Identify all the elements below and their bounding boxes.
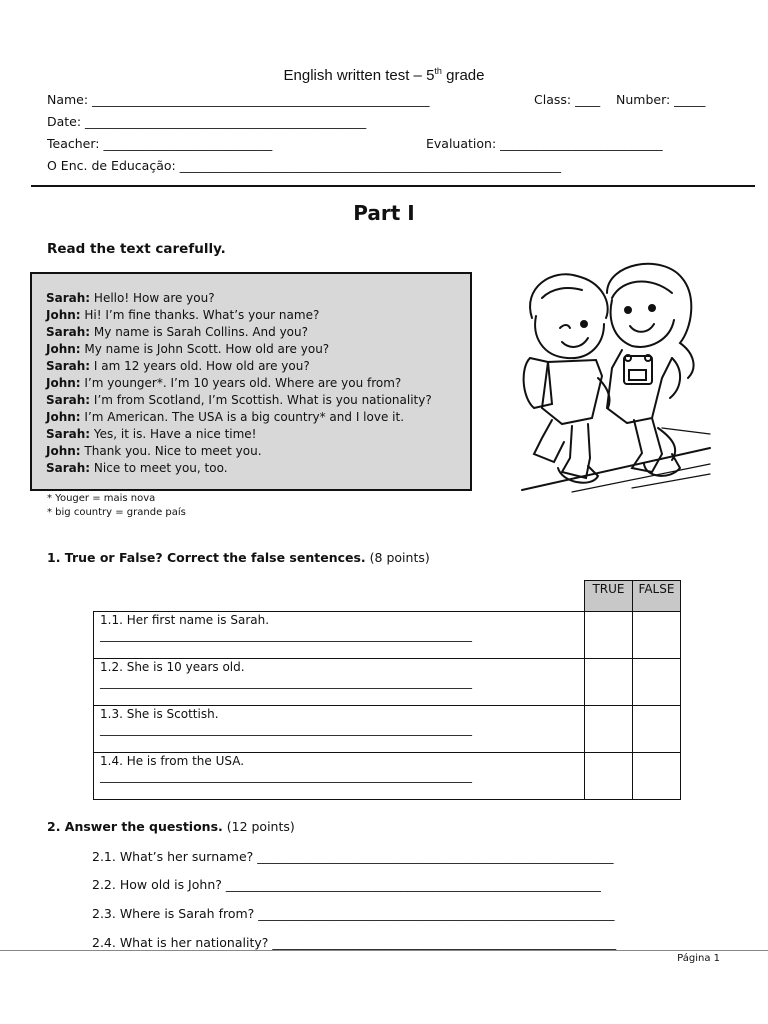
true-checkbox[interactable] — [585, 706, 633, 753]
answer-line[interactable]: 2.1. What’s her surname? _________________________________________________________ — [92, 849, 614, 864]
true-checkbox[interactable] — [585, 612, 633, 659]
q1-heading: 1. True or False? Correct the false sentences. (8 points) — [47, 550, 430, 565]
answer-line[interactable]: 2.4. What is her nationality? _______________________________________________________ — [92, 935, 617, 950]
dialogue-line: Sarah: Yes, it is. Have a nice time! — [46, 427, 257, 441]
table-row — [94, 612, 681, 659]
table-row — [94, 659, 681, 706]
false-checkbox[interactable] — [633, 706, 681, 753]
instruction: Read the text carefully. — [47, 241, 226, 257]
dialogue-line: Sarah: Nice to meet you, too. — [46, 461, 228, 475]
true-false-table — [93, 580, 681, 800]
dialogue-line: John: Thank you. Nice to meet you. — [46, 444, 262, 458]
dialogue-line: Sarah: I am 12 years old. How old are you? — [46, 359, 310, 373]
table-corner — [94, 581, 585, 612]
number-field[interactable]: Number: _____ — [616, 92, 706, 107]
dialogue-line: Sarah: I’m from Scotland, I’m Scottish. What is you nationality? — [46, 393, 432, 407]
class-field[interactable]: Class: ____ — [534, 92, 601, 107]
q2-heading: 2. Answer the questions. (12 points) — [47, 819, 295, 834]
dialogue-line: John: Hi! I’m fine thanks. What’s your name? — [46, 308, 320, 322]
true-checkbox[interactable] — [585, 659, 633, 706]
dialogue-line: John: My name is John Scott. How old are you? — [46, 342, 330, 356]
false-checkbox[interactable] — [633, 753, 681, 800]
statement-cell[interactable]: 1.2. She is 10 years old. ______________________________________________________________ — [94, 659, 585, 706]
children-illustration — [512, 258, 712, 496]
table-row — [94, 706, 681, 753]
table-row — [94, 753, 681, 800]
false-checkbox[interactable] — [633, 612, 681, 659]
statement-cell[interactable]: 1.1. Her first name is Sarah. ______________________________________________________________ — [94, 612, 585, 659]
true-column-header: TRUE — [585, 581, 633, 612]
date-field[interactable]: Date: _____________________________________________ — [47, 114, 367, 129]
dialogue-box — [30, 272, 472, 491]
test-title: English written test – 5th grade — [283, 66, 485, 84]
part-title: Part I — [353, 201, 415, 225]
false-column-header: FALSE — [633, 581, 681, 612]
teacher-field[interactable]: Teacher: ___________________________ — [47, 136, 273, 151]
footnote: * Youger = mais nova — [47, 493, 156, 504]
dialogue-line: John: I’m younger*. I’m 10 years old. Where are you from? — [46, 376, 402, 390]
answer-line[interactable]: 2.2. How old is John? ____________________________________________________________ — [92, 877, 601, 892]
page-number: Página 1 — [677, 953, 720, 964]
header-divider — [31, 185, 755, 187]
dialogue-line: Sarah: Hello! How are you? — [46, 291, 215, 305]
name-field[interactable]: Name: ______________________________________________________ — [47, 92, 430, 107]
guardian-field[interactable]: O Enc. de Educação: _____________________________________________________________ — [47, 158, 561, 173]
answer-line[interactable]: 2.3. Where is Sarah from? _________________________________________________________ — [92, 906, 615, 921]
footer-divider — [0, 950, 768, 951]
dialogue-line: John: I’m American. The USA is a big country* and I love it. — [46, 410, 405, 424]
false-checkbox[interactable] — [633, 659, 681, 706]
evaluation-field[interactable]: Evaluation: __________________________ — [426, 136, 663, 151]
true-checkbox[interactable] — [585, 753, 633, 800]
dialogue-line: Sarah: My name is Sarah Collins. And you? — [46, 325, 308, 339]
statement-cell[interactable]: 1.3. She is Scottish. ______________________________________________________________ — [94, 706, 585, 753]
statement-cell[interactable]: 1.4. He is from the USA. ______________________________________________________________ — [94, 753, 585, 800]
footnote: * big country = grande país — [47, 507, 186, 518]
